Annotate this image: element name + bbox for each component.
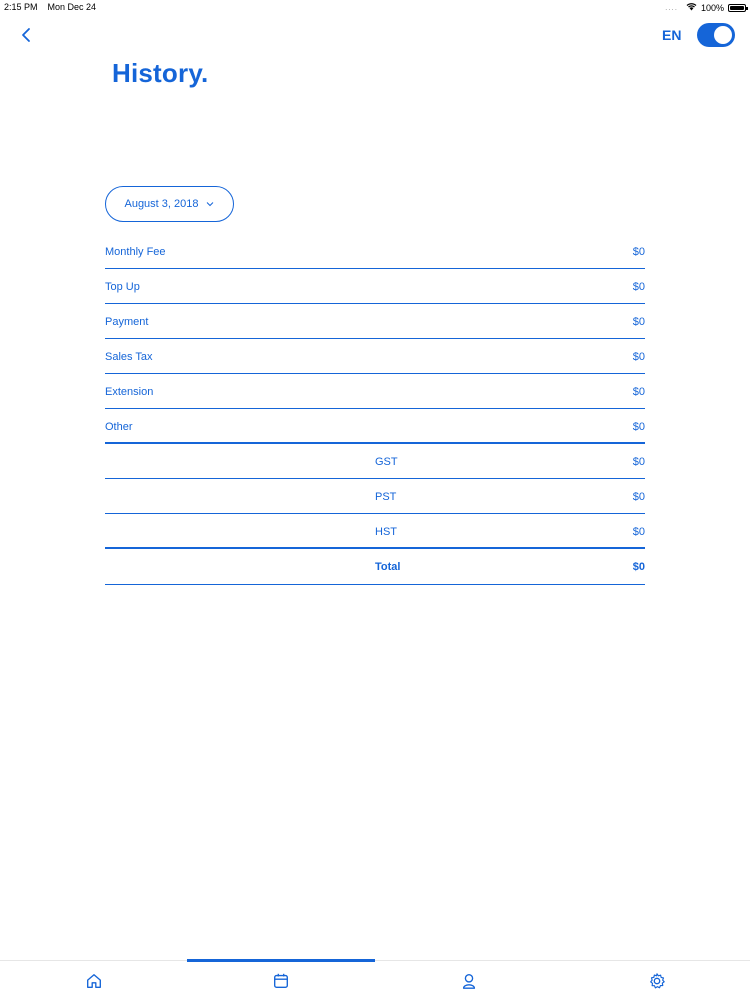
battery-percentage: 100% bbox=[700, 2, 724, 13]
tab-history[interactable] bbox=[187, 961, 375, 1000]
table-row-payment bbox=[105, 304, 645, 339]
row-label: Monthly Fee bbox=[105, 246, 166, 258]
table-row-sales-tax bbox=[105, 339, 645, 374]
row-amount: $0 bbox=[632, 246, 645, 258]
table-row-monthly-fee bbox=[105, 234, 645, 269]
row-amount: $0 bbox=[632, 421, 645, 433]
row-label: GST bbox=[375, 456, 398, 468]
total-amount: $0 bbox=[632, 561, 645, 573]
status-time: 2:15 PM bbox=[4, 2, 38, 12]
row-amount: $0 bbox=[632, 526, 645, 538]
page-title: History. bbox=[112, 58, 209, 88]
total-label: Total bbox=[375, 561, 401, 573]
row-label: Sales Tax bbox=[105, 351, 153, 363]
wifi-icon bbox=[686, 2, 697, 13]
tab-profile[interactable] bbox=[375, 961, 563, 1000]
row-amount: $0 bbox=[632, 456, 645, 468]
row-amount: $0 bbox=[632, 386, 645, 398]
settings-icon bbox=[648, 972, 666, 990]
row-label: Extension bbox=[105, 386, 154, 398]
table-row-hst bbox=[105, 514, 645, 549]
tab-home[interactable] bbox=[0, 961, 187, 1000]
battery-icon bbox=[728, 4, 746, 12]
row-label: Top Up bbox=[105, 281, 140, 293]
tab-bar bbox=[0, 960, 750, 1000]
row-amount: $0 bbox=[632, 316, 645, 328]
chevron-down-icon bbox=[205, 199, 215, 209]
table-row-pst bbox=[105, 479, 645, 514]
calendar-icon bbox=[272, 972, 290, 990]
date-select-value: August 3, 2018 bbox=[124, 198, 199, 210]
row-amount: $0 bbox=[632, 351, 645, 363]
home-icon bbox=[85, 972, 103, 990]
table-row-total bbox=[105, 549, 645, 585]
table-row-top-up bbox=[105, 269, 645, 304]
row-label: HST bbox=[375, 526, 397, 538]
chevron-left-icon bbox=[16, 24, 38, 46]
row-label: Other bbox=[105, 421, 133, 433]
table-row-other bbox=[105, 409, 645, 444]
back-button[interactable] bbox=[16, 24, 38, 46]
language-toggle[interactable] bbox=[697, 23, 735, 47]
status-date: Mon Dec 24 bbox=[47, 2, 97, 12]
signal-dots: .... bbox=[665, 3, 678, 12]
row-amount: $0 bbox=[632, 491, 645, 503]
language-label: EN bbox=[662, 27, 682, 43]
date-select-button[interactable] bbox=[105, 186, 234, 222]
tab-settings[interactable] bbox=[563, 961, 750, 1000]
row-label: Payment bbox=[105, 316, 149, 328]
status-bar bbox=[0, 0, 750, 16]
history-table bbox=[105, 234, 645, 585]
row-label: PST bbox=[375, 491, 397, 503]
table-row-gst bbox=[105, 444, 645, 479]
row-amount: $0 bbox=[632, 281, 645, 293]
table-row-extension bbox=[105, 374, 645, 409]
toggle-knob bbox=[714, 26, 732, 44]
user-icon bbox=[460, 972, 478, 990]
